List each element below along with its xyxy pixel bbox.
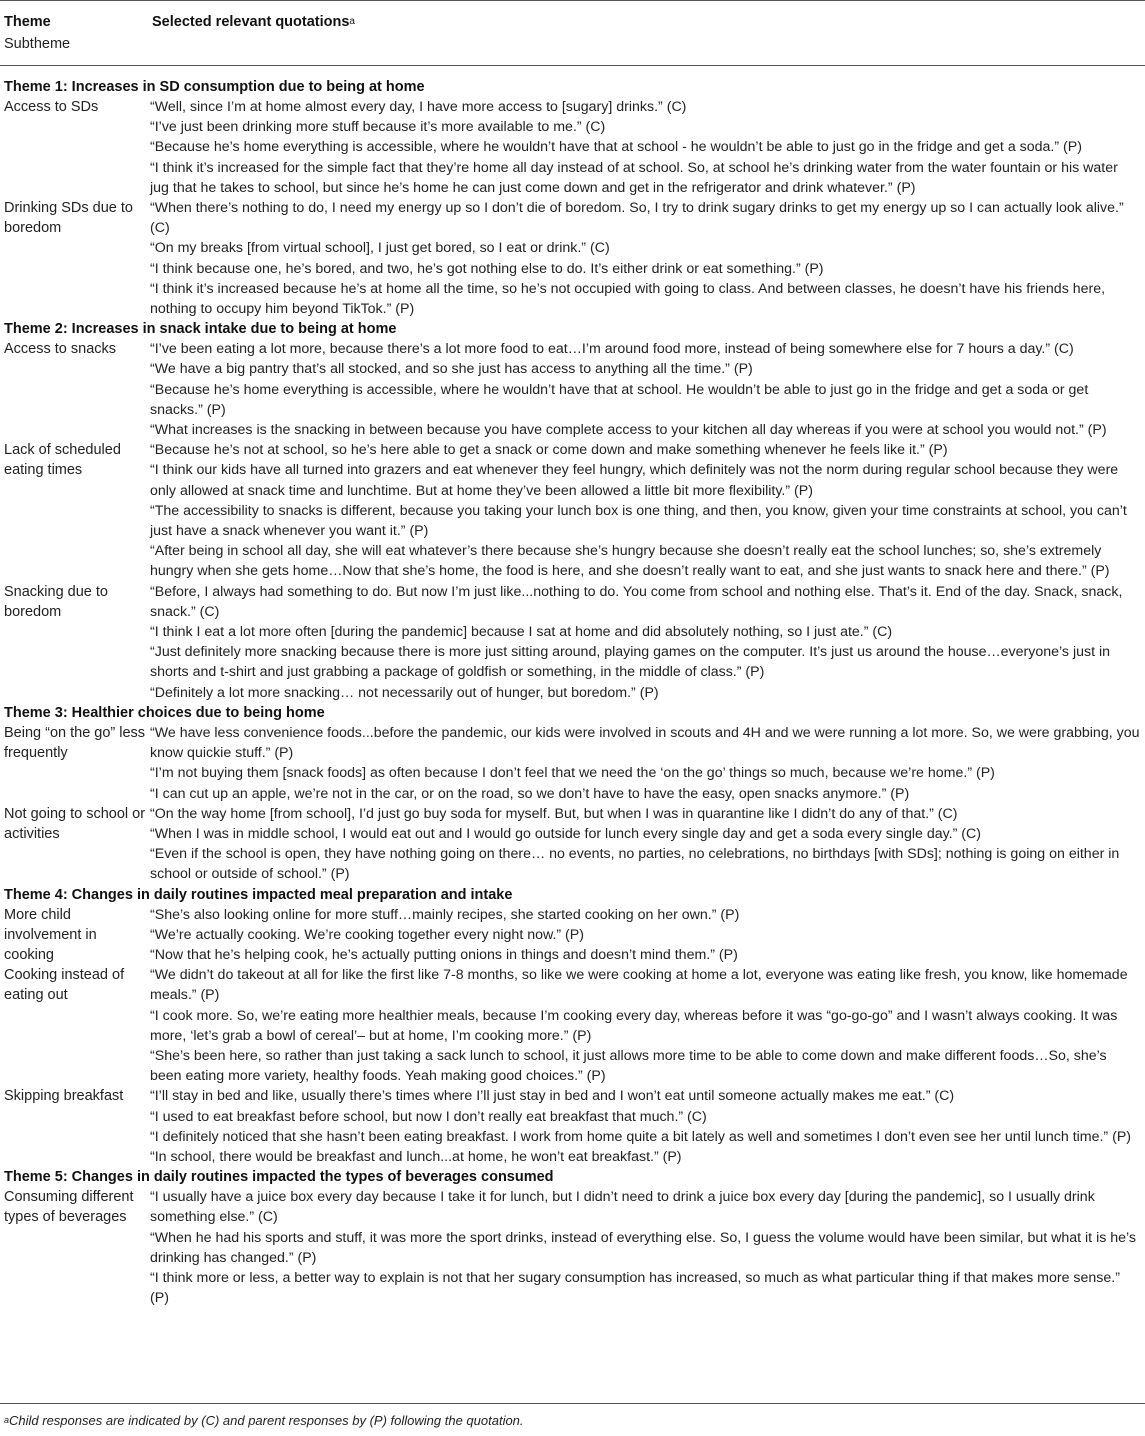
table-footnote [4, 1412, 524, 1431]
quotation: “Because he’s home everything is accessible, where he wouldn’t have that at school - he wouldn’t be able to just go in the fridge and get a soda.” (P) [150, 139, 1082, 156]
quotation: “When I was in middle school, I would eat out and I would go outside for lunch every single day and get a soda every single day.” (C) [150, 825, 981, 842]
quotation: “On the way home [from school], I’d just go buy soda for myself. But, but when I was in quarantine like I didn’t do any of that.” (C) [150, 805, 958, 822]
quotation: “Because he’s home everything is accessible, where he wouldn’t have that at school. He wouldn’t be able to just go in the fridge and get a soda or get snacks.” (P) [150, 381, 1089, 418]
quotations-cell [150, 440, 1140, 581]
footnote-text: Child responses are indicated by (C) and parent responses by (P) following the quotation. [9, 1413, 524, 1428]
quotations-cell [150, 1086, 1140, 1167]
quotation: “I think because one, he’s bored, and two, he’s got nothing else to do. It’s either drink or eat something.” (P) [150, 260, 824, 277]
quotation: “Definitely a lot more snacking… not necessarily out of hunger, but boredom.” (P) [150, 684, 659, 701]
quotation: “We didn’t do takeout at all for like the first like 7-8 months, so like we were cooking at home a lot, everyone was eating like fresh, you know, like homemade meals.” (P) [150, 967, 1128, 1004]
theme-heading: Theme 5: Changes in daily routines impacted the types of beverages consumed [4, 1169, 554, 1186]
table-row [0, 198, 1145, 319]
quotation: “I’ve just been drinking more stuff because it’s more available to me.” (C) [150, 119, 606, 136]
quotation: “I usually have a juice box every day because I take it for lunch, but I didn’t need to drink a juice box every day [during the pandemic], so I usually drink something else.” (C) [150, 1189, 1095, 1226]
column-header-theme [4, 11, 70, 55]
column-header-quotations [152, 11, 355, 35]
quotation: “I’ll stay in bed and like, usually there’s times where I’ll just stay in bed and I won’t eat until someone actually makes me eat.” (C) [150, 1088, 955, 1105]
quotations-cell [150, 198, 1140, 319]
quotation: “I think I eat a lot more often [during the pandemic] because I sat at home and did absolutely nothing, so I just ate.” (C) [150, 624, 893, 641]
quotation: “I think it’s increased for the simple fact that they’re home all day instead of at school. So, at school he’s drinking water from the water fountain or his water jug that he takes to school, but since he’s home he can just come down and get in the refrigerator and drink whatever.” (P) [150, 159, 1118, 196]
quotations-cell [150, 1187, 1140, 1308]
table-row [0, 440, 1145, 581]
table-row [0, 723, 1145, 804]
table-row [0, 965, 1145, 1086]
quotation: “When he had his sports and stuff, it was more the sport drinks, instead of everything else. So, I guess the volume would have been similar, but what it is he’s drinking has changed.” (P) [150, 1229, 1137, 1266]
header-theme-label: Theme [4, 14, 51, 30]
header-quotations-label: Selected relevant quotations [152, 14, 350, 30]
quotation: “I definitely noticed that she hasn’t been eating breakfast. I work from home quite a bit lately as well and sometimes I don’t even see her until lunch time.” (P) [150, 1128, 1132, 1145]
quotation: “We have a big pantry that’s all stocked, and so she just has access to anything all the time.” (P) [150, 361, 753, 378]
quotations-table [0, 77, 1145, 1308]
theme-heading: Theme 2: Increases in snack intake due to being at home [4, 321, 397, 338]
subtheme-cell: Lack of scheduled eating times [4, 442, 121, 479]
quotations-cell [150, 97, 1140, 198]
quotation: “She’s been here, so rather than just taking a sack lunch to school, it just allows more time to be able to come down and make different foods…So, she’s been eating more variety, healthy foods. Yeah making good choices.” (P) [150, 1047, 1107, 1085]
quotation: “I think our kids have all turned into grazers and eat whenever they feel hungry, which definitely was not the norm during regular school because they were only allowed at snack time and lunchtime. But at home they’ve been allowed a little bit more flexibility.” (P) [150, 462, 1119, 499]
subtheme-cell: Not going to school or activities [4, 805, 146, 842]
table-row [0, 1187, 1145, 1308]
quotation: “I can cut up an apple, we’re not in the car, or on the road, so we don’t have to have the easy, open snacks anymore.” (P) [150, 785, 910, 802]
header-subtheme-label: Subtheme [4, 36, 71, 52]
subtheme-cell: Consuming different types of beverages [4, 1189, 134, 1226]
quotations-cell [150, 339, 1140, 440]
quotations-cell [150, 723, 1140, 804]
quotation: “After being in school all day, she will eat whatever’s there because she’s hungry because she doesn’t really eat the school lunches; so, she’s extremely hungry when she gets home…Now that she’s home, the food is here, and she doesn’t really want to eat, and she just wants to snack here and there.” (P) [150, 543, 1110, 580]
quotation: “When there’s nothing to do, I need my energy up so I don’t die of boredom. So, I try to drink sugary drinks to get my energy up so I can actually look alive.” (C) [150, 200, 1124, 237]
quotation: “Now that he’s helping cook, he’s actually putting onions in things and doesn’t mind them.” (P) [150, 946, 738, 963]
quotation: “I used to eat breakfast before school, but now I don’t really eat breakfast that much.” (C) [150, 1108, 707, 1125]
subtheme-cell: Access to SDs [4, 99, 99, 115]
subtheme-cell: Drinking SDs due to boredom [4, 200, 133, 237]
theme-heading: Theme 1: Increases in SD consumption due to being at home [4, 79, 425, 95]
quotation: “Just definitely more snacking because there is more just sitting around, playing games on the computer. It’s just us around the house…everyone’s just in shorts and t-shirt and just grabbing a package of goldfish or something, in the middle of class.” (P) [150, 644, 1111, 681]
quotation: “What increases is the snacking in between because you have complete access to your kitchen all day whereas if you were at school you would not.” (P) [150, 422, 1107, 439]
subtheme-cell: More child involvement in cooking [4, 906, 97, 963]
table-row [0, 582, 1145, 703]
table-row [0, 97, 1145, 198]
subtheme-cell: Cooking instead of eating out [4, 967, 125, 1004]
quotation: “On my breaks [from virtual school], I just get bored, so I eat or drink.” (C) [150, 240, 610, 257]
top-rule [0, 0, 1145, 1]
subtheme-cell: Skipping breakfast [4, 1088, 124, 1105]
quotation: “Because he’s not at school, so he’s here able to get a snack or come down and make something whenever he feels like it.” (P) [150, 442, 948, 459]
table-row [0, 905, 1145, 966]
quotation: “I’ve been eating a lot more, because there’s a lot more food to eat…I’m around food more, instead of being somewhere else for 7 hours a day.” (C) [150, 341, 1074, 358]
quotations-cell [150, 804, 1140, 885]
quotations-cell [150, 905, 1140, 966]
quotation: “The accessibility to snacks is different, because you taking your lunch box is one thing, and then, you know, given your time constraints at school, you can’t just have a snack whenever you want it.” (P) [150, 502, 1127, 540]
quotation: “In school, there would be breakfast and lunch...at home, he won’t eat breakfast.” (P) [150, 1148, 682, 1165]
quotation: “Well, since I’m at home almost every day, I have more access to [sugary] drinks.” (C) [150, 99, 687, 115]
quotation: “We have less convenience foods...before the pandemic, our kids were involved in scouts and 4H and we were running a lot more. So, we were grabbing, you know quickie stuff.” (P) [150, 724, 1140, 762]
quotations-cell [150, 582, 1140, 703]
quotation: “She’s also looking online for more stuff…mainly recipes, she started cooking on her own.” (P) [150, 906, 740, 923]
footnote-marker: a [4, 1415, 10, 1425]
table-row [0, 339, 1145, 440]
subtheme-cell: Being “on the go” less frequently [4, 724, 146, 762]
quotation: “I cook more. So, we’re eating more healthier meals, because I’m cooking every day, whereas before it was “go-go-go” and I wasn’t always cooking. It was more, ‘let’s grab a bowl of cereal’– but at home, I’m cooking more.” (P) [150, 1007, 1118, 1044]
quotation: “I think more or less, a better way to explain is not that her sugary consumption has increased, so much as what particular thing if that makes more sense.” (P) [150, 1269, 1120, 1307]
table-row [0, 1086, 1145, 1167]
header-footnote-marker: a [349, 16, 355, 27]
subtheme-cell: Access to snacks [4, 341, 117, 358]
table-row [0, 804, 1145, 885]
header-rule [0, 65, 1145, 66]
quotation: “I think it’s increased because he’s at home all the time, so he’s not occupied with going to class. And between classes, he doesn’t have his friends here, nothing to occupy him beyond TikTok.” (P) [150, 280, 1106, 318]
theme-heading: Theme 3: Healthier choices due to being home [4, 704, 325, 721]
subtheme-cell: Snacking due to boredom [4, 583, 108, 620]
quotation: “Before, I always had something to do. But now I’m just like...nothing to do. You come from school and nothing else. That’s it. End of the day. Snack, snack, snack.” (C) [150, 583, 1123, 620]
theme-heading: Theme 4: Changes in daily routines impacted meal preparation and intake [4, 886, 513, 903]
quotation: “I’m not buying them [snack foods] as often because I don’t feel that we need the ‘on the go’ things so much, because we’re home.” (P) [150, 765, 995, 782]
bottom-rule [0, 1403, 1145, 1404]
quotations-cell [150, 965, 1140, 1086]
quotation: “Even if the school is open, they have nothing going on there… no events, no parties, no celebrations, no birthdays [with SDs]; nothing is going on either in school or outside of school.” (P) [150, 846, 1120, 883]
quotation: “We’re actually cooking. We’re cooking together every night now.” (P) [150, 926, 584, 943]
